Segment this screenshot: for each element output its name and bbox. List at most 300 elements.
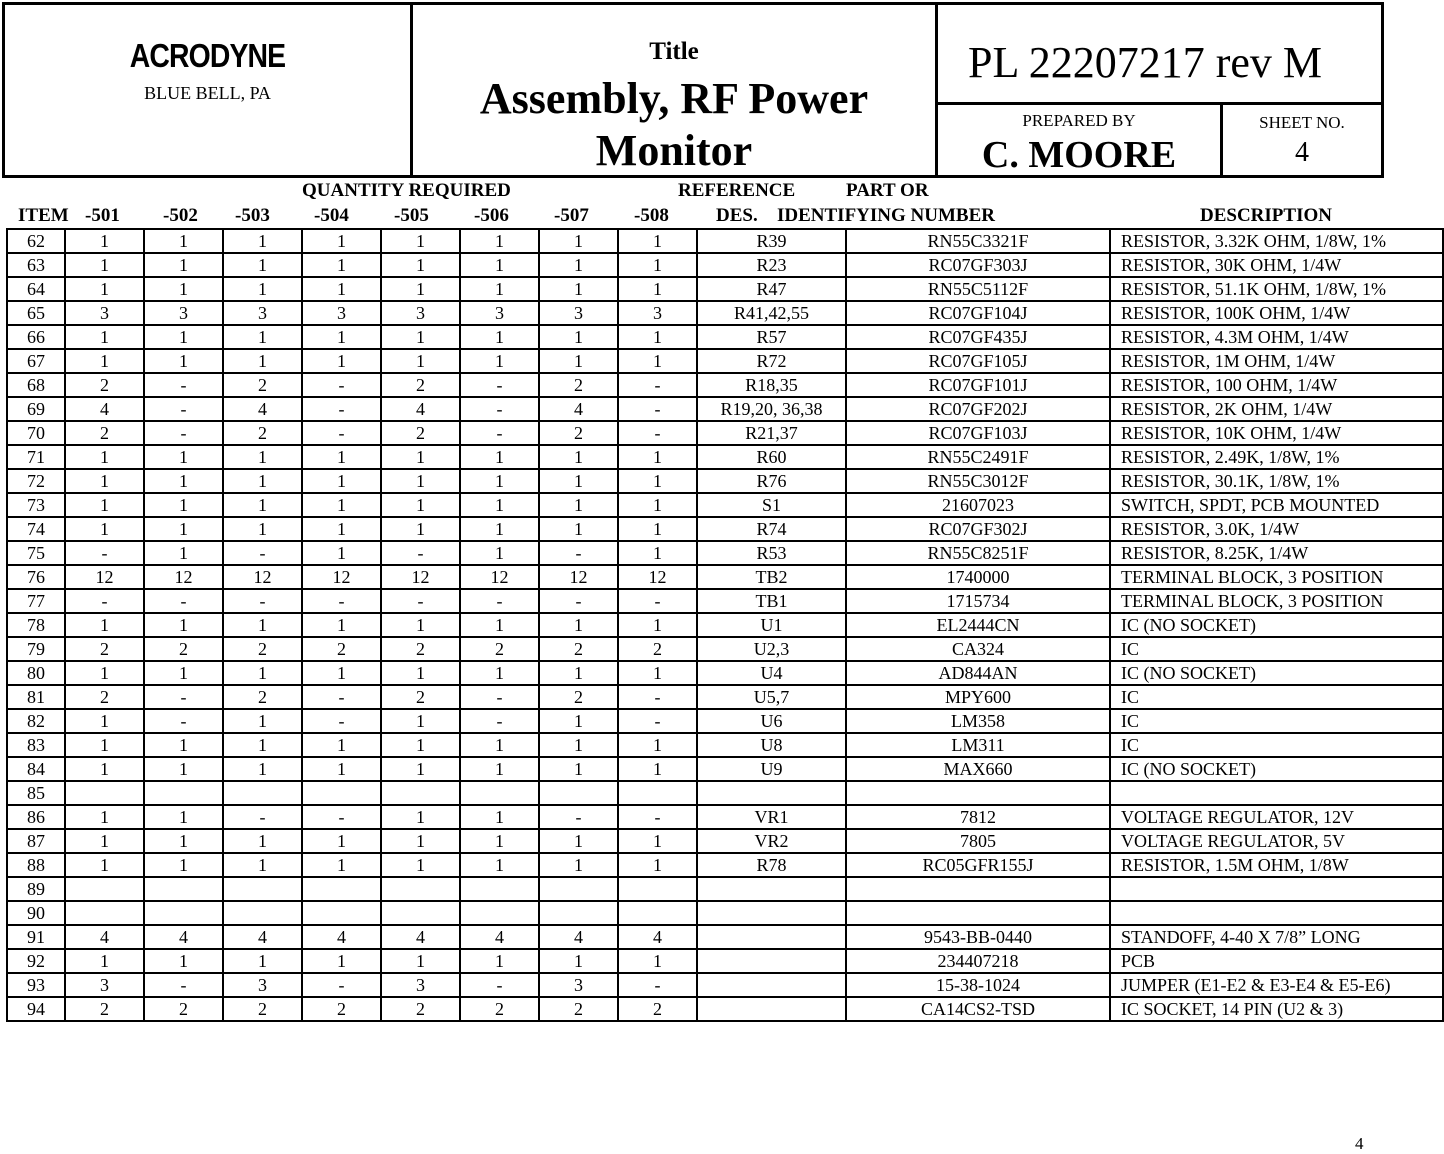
quantity-cell: 1 [381,445,460,469]
reference-designator-cell: R41,42,55 [697,301,846,325]
quantity-cell: 1 [618,253,697,277]
quantity-cell: 1 [302,277,381,301]
description-cell: RESISTOR, 30K OHM, 1/4W [1110,253,1443,277]
quantity-cell: - [65,589,144,613]
item-number-cell: 71 [7,445,65,469]
quantity-cell [302,901,381,925]
reference-designator-cell [697,949,846,973]
quantity-cell: 1 [539,613,618,637]
quantity-cell: 2 [302,997,381,1021]
reference-designator-cell: R53 [697,541,846,565]
quantity-cell: 1 [618,661,697,685]
part-number-cell: MPY600 [846,685,1110,709]
part-number-cell: RC07GF105J [846,349,1110,373]
quantity-cell: 1 [381,349,460,373]
quantity-cell: 3 [381,301,460,325]
quantity-cell: 1 [223,349,302,373]
quantity-cell: 4 [65,925,144,949]
quantity-cell: 1 [460,853,539,877]
quantity-cell: 4 [539,397,618,421]
quantity-cell: 1 [144,277,223,301]
quantity-cell: 1 [460,733,539,757]
quantity-cell: 1 [539,469,618,493]
quantity-cell: 1 [65,253,144,277]
description-cell: IC [1110,685,1443,709]
quantity-cell: 1 [539,445,618,469]
item-number-cell: 78 [7,613,65,637]
description-cell: PCB [1110,949,1443,973]
table-row [7,565,1443,589]
table-row [7,829,1443,853]
part-number-cell: RN55C5112F [846,277,1110,301]
quantity-cell: - [460,397,539,421]
quantity-cell: 1 [65,949,144,973]
description-heading: DESCRIPTION [1200,205,1332,226]
quantity-cell: 1 [65,709,144,733]
quantity-cell: 1 [302,733,381,757]
quantity-cell: 12 [302,565,381,589]
table-row [7,637,1443,661]
page-number: 4 [1355,1134,1364,1153]
description-cell: IC (NO SOCKET) [1110,613,1443,637]
document-title: Assembly, RF Power Monitor [479,74,869,175]
quantity-cell: 4 [144,925,223,949]
description-cell: JUMPER (E1-E2 & E3-E4 & E5-E6) [1110,973,1443,997]
quantity-cell: 2 [302,637,381,661]
description-cell: IC [1110,709,1443,733]
document-info [938,5,1381,175]
quantity-cell: 1 [460,541,539,565]
variant-heading: -502 [163,205,198,226]
reference-heading: REFERENCE [678,180,796,201]
quantity-cell: 1 [302,757,381,781]
quantity-cell: 1 [381,853,460,877]
quantity-cell: 1 [381,757,460,781]
quantity-cell: - [144,685,223,709]
quantity-cell: 1 [65,229,144,253]
title-block [2,2,1384,178]
table-row [7,301,1443,325]
quantity-cell: 1 [302,829,381,853]
reference-designator-cell: U5,7 [697,685,846,709]
quantity-cell: 1 [618,541,697,565]
quantity-cell: 1 [539,325,618,349]
quantity-cell [381,877,460,901]
quantity-cell: 2 [65,997,144,1021]
reference-designator-cell: R19,20, 36,38 [697,397,846,421]
quantity-cell: - [618,805,697,829]
part-number-cell [846,901,1110,925]
quantity-cell: 1 [618,277,697,301]
quantity-cell: 1 [65,445,144,469]
quantity-cell: 1 [460,829,539,853]
item-number-cell: 70 [7,421,65,445]
quantity-cell: 1 [144,949,223,973]
part-number-cell: RN55C3321F [846,229,1110,253]
quantity-cell: 12 [144,565,223,589]
part-list-number: PL 22207217 rev M [968,38,1323,87]
quantity-cell: 3 [65,301,144,325]
quantity-cell: - [302,973,381,997]
quantity-cell: 2 [144,637,223,661]
reference-designator-cell: TB2 [697,565,846,589]
quantity-cell: 1 [539,709,618,733]
quantity-cell: 1 [381,229,460,253]
quantity-cell: 1 [65,661,144,685]
table-row [7,613,1443,637]
table-row [7,397,1443,421]
quantity-cell [144,781,223,805]
quantity-cell: - [618,685,697,709]
quantity-cell: 1 [460,253,539,277]
quantity-cell: 1 [223,253,302,277]
item-number-cell: 81 [7,685,65,709]
table-row [7,853,1443,877]
item-number-cell: 72 [7,469,65,493]
quantity-cell: 1 [539,493,618,517]
quantity-cell: - [302,709,381,733]
quantity-cell: 1 [381,613,460,637]
quantity-cell: 4 [381,925,460,949]
quantity-cell: 1 [223,853,302,877]
table-row [7,349,1443,373]
quantity-cell: - [460,973,539,997]
quantity-cell: 1 [381,733,460,757]
reference-designator-cell [697,877,846,901]
quantity-cell: 1 [65,757,144,781]
quantity-cell: 1 [460,805,539,829]
variant-heading: -505 [394,205,429,226]
quantity-cell: 1 [144,517,223,541]
sheet-cell [1223,105,1381,175]
quantity-cell: 1 [539,277,618,301]
quantity-cell: 1 [539,733,618,757]
quantity-cell: 3 [302,301,381,325]
quantity-cell: 1 [65,277,144,301]
quantity-cell: 4 [618,925,697,949]
item-number-cell: 69 [7,397,65,421]
quantity-cell [618,781,697,805]
item-number-cell: 68 [7,373,65,397]
table-row [7,541,1443,565]
quantity-cell: 1 [144,469,223,493]
quantity-cell: - [618,373,697,397]
description-cell: RESISTOR, 51.1K OHM, 1/8W, 1% [1110,277,1443,301]
quantity-cell: 1 [381,661,460,685]
description-cell: IC [1110,733,1443,757]
quantity-cell: - [144,973,223,997]
quantity-cell: - [460,709,539,733]
quantity-cell: 1 [144,493,223,517]
quantity-cell [618,877,697,901]
quantity-cell: 1 [460,661,539,685]
part-number-cell: 9543-BB-0440 [846,925,1110,949]
quantity-cell: 1 [539,661,618,685]
item-number-cell: 75 [7,541,65,565]
item-number-cell: 89 [7,877,65,901]
table-row [7,229,1443,253]
description-cell: STANDOFF, 4-40 X 7/8” LONG [1110,925,1443,949]
quantity-cell: 1 [223,229,302,253]
table-row [7,373,1443,397]
reference-designator-cell: R18,35 [697,373,846,397]
item-number-cell: 93 [7,973,65,997]
quantity-cell: 1 [381,517,460,541]
quantity-cell: 1 [223,517,302,541]
quantity-cell: 1 [302,445,381,469]
quantity-cell: 1 [381,325,460,349]
quantity-cell: 1 [223,709,302,733]
table-row [7,949,1443,973]
quantity-cell: 1 [65,469,144,493]
quantity-cell: 1 [381,277,460,301]
quantity-cell [381,901,460,925]
item-number-cell: 94 [7,997,65,1021]
quantity-cell: 1 [223,277,302,301]
table-row [7,253,1443,277]
item-number-cell: 91 [7,925,65,949]
quantity-cell: - [302,589,381,613]
quantity-cell: 2 [65,637,144,661]
quantity-cell: 1 [144,253,223,277]
quantity-cell: - [460,685,539,709]
reference-designator-cell: U6 [697,709,846,733]
quantity-cell: 1 [144,325,223,349]
part-number-cell: RC07GF435J [846,325,1110,349]
quantity-cell: - [223,589,302,613]
quantity-cell: 1 [460,445,539,469]
quantity-cell: - [144,421,223,445]
quantity-cell: - [302,373,381,397]
quantity-cell: 2 [539,421,618,445]
quantity-cell: 12 [65,565,144,589]
prepared-by-value: C. MOORE [981,134,1177,176]
quantity-cell: - [381,541,460,565]
part-number-cell: 1740000 [846,565,1110,589]
quantity-cell: 1 [65,613,144,637]
quantity-cell: 3 [223,973,302,997]
table-row [7,325,1443,349]
part-number-cell: 15-38-1024 [846,973,1110,997]
quantity-cell: 1 [65,325,144,349]
reference-designator-cell: R21,37 [697,421,846,445]
quantity-cell: 2 [381,637,460,661]
prepared-by-cell [938,105,1223,175]
part-number-cell: LM311 [846,733,1110,757]
quantity-cell: 1 [539,349,618,373]
description-cell [1110,877,1443,901]
quantity-cell: 1 [302,349,381,373]
reference-designator-cell: U8 [697,733,846,757]
description-cell: RESISTOR, 10K OHM, 1/4W [1110,421,1443,445]
quantity-cell [65,781,144,805]
quantity-cell: 1 [460,469,539,493]
quantity-cell [144,901,223,925]
table-row [7,973,1443,997]
quantity-cell: 2 [65,373,144,397]
reference-designator-cell: R76 [697,469,846,493]
reference-designator-cell [697,925,846,949]
quantity-cell: 12 [223,565,302,589]
quantity-cell: 1 [144,229,223,253]
description-cell: RESISTOR, 8.25K, 1/4W [1110,541,1443,565]
quantity-cell: 1 [381,829,460,853]
table-row [7,757,1443,781]
quantity-cell: 1 [223,757,302,781]
item-number-cell: 76 [7,565,65,589]
quantity-cell: 1 [223,493,302,517]
description-cell: VOLTAGE REGULATOR, 12V [1110,805,1443,829]
table-row [7,589,1443,613]
item-number-cell: 84 [7,757,65,781]
quantity-cell: 1 [223,445,302,469]
reference-designator-cell: R74 [697,517,846,541]
quantity-cell: 2 [144,997,223,1021]
part-number-cell [846,781,1110,805]
table-row [7,421,1443,445]
part-list-cell [938,5,1381,105]
quantity-cell: 1 [618,493,697,517]
quantity-cell: 1 [618,733,697,757]
item-number-cell: 65 [7,301,65,325]
description-cell: RESISTOR, 3.32K OHM, 1/8W, 1% [1110,229,1443,253]
table-row [7,493,1443,517]
quantity-cell: 1 [460,949,539,973]
quantity-cell: 2 [223,373,302,397]
quantity-cell [618,901,697,925]
reference-designator-cell: R47 [697,277,846,301]
quantity-cell: 1 [65,829,144,853]
quantity-cell: 4 [223,925,302,949]
quantity-cell: 1 [65,733,144,757]
reference-designator-cell: R39 [697,229,846,253]
part-number-cell: 234407218 [846,949,1110,973]
quantity-cell: 1 [144,805,223,829]
quantity-cell: 2 [223,421,302,445]
quantity-cell: - [460,421,539,445]
quantity-cell: 1 [618,613,697,637]
table-row [7,781,1443,805]
quantity-cell: 1 [302,853,381,877]
quantity-cell [539,877,618,901]
table-row [7,877,1443,901]
part-number-cell: EL2444CN [846,613,1110,637]
quantity-cell: 1 [460,277,539,301]
quantity-cell: 1 [302,253,381,277]
quantity-cell [539,781,618,805]
quantity-cell: 1 [460,229,539,253]
quantity-cell: 2 [460,637,539,661]
quantity-cell [144,877,223,901]
ref-des-heading: DES. [716,205,758,226]
quantity-cell: 3 [65,973,144,997]
description-cell: RESISTOR, 2.49K, 1/8W, 1% [1110,445,1443,469]
quantity-cell: 1 [302,541,381,565]
quantity-cell: 1 [65,853,144,877]
title-label: Title [649,38,699,65]
part-number-cell: RN55C8251F [846,541,1110,565]
quantity-cell: 1 [223,829,302,853]
quantity-cell: - [539,805,618,829]
quantity-cell: 1 [539,253,618,277]
quantity-cell: 1 [223,325,302,349]
quantity-cell: - [65,541,144,565]
quantity-cell: 1 [65,805,144,829]
quantity-cell: 1 [65,517,144,541]
reference-designator-cell: R78 [697,853,846,877]
quantity-cell: 2 [223,685,302,709]
table-row [7,277,1443,301]
quantity-cell: - [460,589,539,613]
quantity-cell: 3 [539,301,618,325]
table-row [7,469,1443,493]
quantity-cell [539,901,618,925]
quantity-cell: - [618,973,697,997]
quantity-cell: 1 [144,541,223,565]
quantity-cell: 4 [381,397,460,421]
part-number-cell: RC05GFR155J [846,853,1110,877]
reference-designator-cell: TB1 [697,589,846,613]
variant-heading: -501 [85,205,120,226]
reference-designator-cell [697,901,846,925]
part-number-cell: AD844AN [846,661,1110,685]
description-cell: IC (NO SOCKET) [1110,757,1443,781]
item-number-cell: 83 [7,733,65,757]
part-number-cell: RC07GF302J [846,517,1110,541]
quantity-cell: 1 [144,853,223,877]
quantity-cell: 2 [460,997,539,1021]
quantity-cell: 1 [302,949,381,973]
quantity-cell: 1 [618,445,697,469]
quantity-cell: 2 [223,637,302,661]
quantity-cell: 1 [539,853,618,877]
quantity-cell: 2 [65,421,144,445]
description-cell: RESISTOR, 4.3M OHM, 1/4W [1110,325,1443,349]
item-number-cell: 88 [7,853,65,877]
table-row [7,661,1443,685]
variant-heading: -507 [554,205,589,226]
quantity-cell: 1 [460,517,539,541]
item-number-cell: 86 [7,805,65,829]
item-number-cell: 82 [7,709,65,733]
quantity-cell: 1 [618,229,697,253]
description-cell: IC [1110,637,1443,661]
quantity-cell: 1 [65,493,144,517]
part-number-cell: 7812 [846,805,1110,829]
quantity-cell: 1 [144,445,223,469]
description-cell [1110,901,1443,925]
item-number-cell: 64 [7,277,65,301]
quantity-required-heading: QUANTITY REQUIRED [302,180,511,201]
table-row [7,733,1443,757]
description-cell: RESISTOR, 2K OHM, 1/4W [1110,397,1443,421]
quantity-cell [460,901,539,925]
quantity-cell: 1 [539,229,618,253]
quantity-cell: 4 [302,925,381,949]
quantity-cell: - [144,373,223,397]
quantity-cell: 3 [539,973,618,997]
quantity-cell: 1 [381,949,460,973]
quantity-cell [65,901,144,925]
quantity-cell: 1 [381,709,460,733]
quantity-cell: 1 [223,949,302,973]
sheet-label: SHEET NO. [1259,113,1345,132]
reference-designator-cell: R23 [697,253,846,277]
quantity-cell: 12 [460,565,539,589]
quantity-cell: 1 [302,613,381,637]
quantity-cell: 1 [144,661,223,685]
quantity-cell: 1 [618,517,697,541]
